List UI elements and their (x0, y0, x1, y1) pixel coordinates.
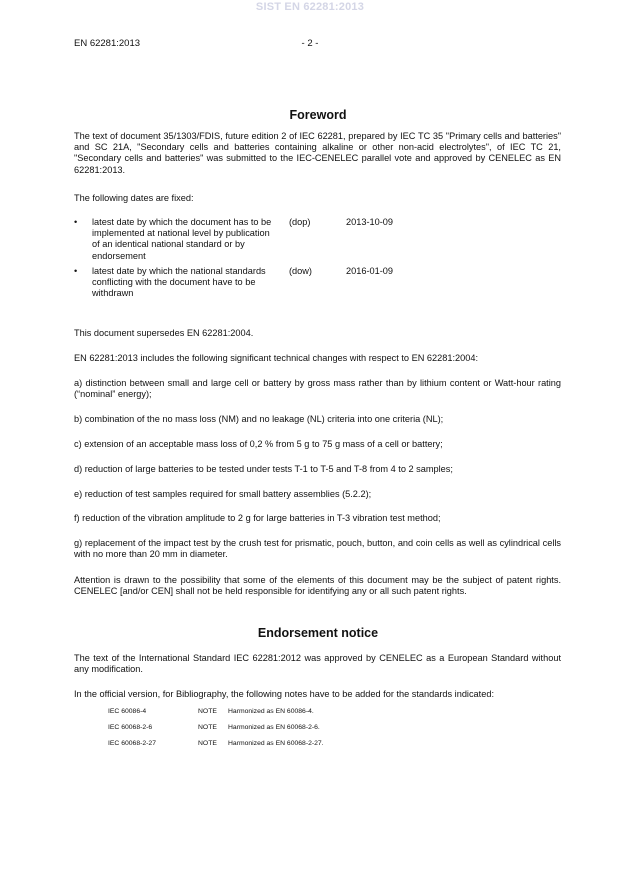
note-label: NOTE (198, 740, 217, 747)
note-text: Harmonized as EN 60068-2-27. (228, 740, 324, 747)
date-code: (dop) (289, 217, 311, 227)
note-standard: IEC 60086-4 (108, 708, 147, 715)
foreword-title: Foreword (289, 108, 347, 122)
date-value: 2016-01-09 (346, 266, 393, 276)
page-number: - 2 - (301, 38, 319, 49)
note-text: Harmonized as EN 60068-2-6. (228, 724, 320, 731)
patent-notice: Attention is drawn to the possibility that some of the elements of this document may be the subject of patent rights. CENELEC [and/or CEN] shall not be held responsible for identifying any or all such patent rights. (74, 575, 561, 597)
note-label: NOTE (198, 708, 217, 715)
doc-id: EN 62281:2013 (74, 38, 141, 49)
dates-intro: The following dates are fixed: (74, 193, 194, 203)
change-item: d) reduction of large batteries to be tested under tests T-1 to T-5 and T-8 from 4 to 2 samples; (74, 464, 453, 474)
date-description: latest date by which the document has to be implemented at national level by publication of an identical national standard or by endorsement (92, 217, 272, 261)
note-text: Harmonized as EN 60086-4. (228, 708, 314, 715)
change-item: e) reduction of test samples required for small battery assemblies (5.2.2); (74, 489, 372, 499)
change-item: c) extension of an acceptable mass loss of 0,2 % from 5 g to 75 g mass of a cell or battery; (74, 439, 443, 449)
watermark: SIST EN 62281:2013 (255, 1, 365, 13)
change-item: a) distinction between small and large cell or battery by gross mass rather than by lithium content or Watt-hour rating (“nominal” energy); (74, 378, 561, 400)
change-item: b) combination of the no mass loss (NM) and no leakage (NL) criteria into one criteria (NL); (74, 414, 444, 424)
bibliography-intro: In the official version, for Bibliography, the following notes have to be added for the standards indicated: (74, 689, 494, 699)
date-value: 2013-10-09 (346, 217, 393, 227)
note-standard: IEC 60068-2-27 (108, 740, 156, 747)
note-standard: IEC 60068-2-6 (108, 724, 153, 731)
bullet-icon: • (74, 266, 78, 276)
date-description: latest date by which the national standards conflicting with the document have to be withdrawn (92, 266, 266, 299)
change-item: f) reduction of the vibration amplitude to 2 g for large batteries in T-3 vibration test method; (74, 513, 441, 523)
changes-intro: EN 62281:2013 includes the following significant technical changes with respect to EN 62281:2004: (74, 353, 478, 363)
note-label: NOTE (198, 724, 217, 731)
foreword-intro: The text of document 35/1303/FDIS, future edition 2 of IEC 62281, prepared by IEC TC 35 "Primary cells and batteries" and SC 21A, "Secondary cells and batteries containing alkaline or other non-acid electrolytes", of IEC TC 21, "Secondary cells and batteries" was submitted to the IEC-CENELEC parallel vote and approved by CENELEC as EN 62281:2013. (74, 131, 561, 175)
date-code: (dow) (289, 266, 312, 276)
change-item: g) replacement of the impact test by the crush test for prismatic, pouch, button, and coin cells as well as cylindrical cells with no more than 20 mm in diameter. (74, 538, 561, 560)
bullet-icon: • (74, 217, 78, 227)
endorsement-text: The text of the International Standard IEC 62281:2012 was approved by CENELEC as a European Standard without any modification. (74, 653, 561, 675)
supersedes-text: This document supersedes EN 62281:2004. (74, 328, 254, 338)
endorsement-title: Endorsement notice (257, 626, 379, 640)
